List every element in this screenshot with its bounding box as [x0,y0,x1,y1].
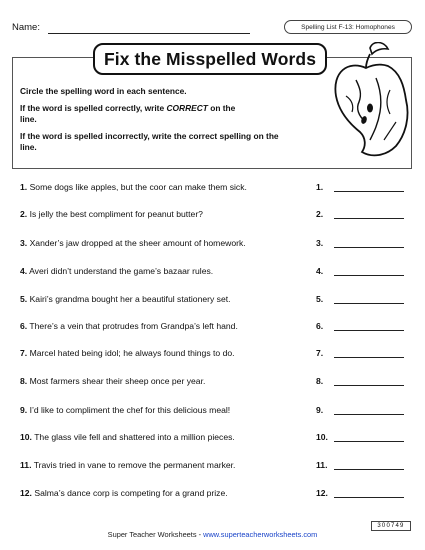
footer-brand: Super Teacher Worksheets - [107,530,204,539]
instruction-correct [20,103,250,124]
question-text: Salma’s dance corp is competing for a grand prize. [34,488,228,498]
answer-number: 9. [316,405,324,415]
answer-line[interactable] [334,441,404,442]
question-text: Is jelly the best compliment for peanut butter? [29,209,203,219]
question-row [20,376,415,390]
footer-link[interactable]: www.superteacherworksheets.com [203,530,318,539]
question-row [20,238,415,252]
question-number: 4. [20,266,28,276]
answer-line[interactable] [334,218,404,219]
answer-line[interactable] [334,414,404,415]
question-number: 1. [20,182,28,192]
question-text: Kairi’s grandma bought her a beautiful stationery set. [29,294,231,304]
question-row [20,266,415,280]
question-text: Xander’s jaw dropped at the sheer amount of homework. [29,238,246,248]
question-number: 5. [20,294,28,304]
worksheet-code: 300749 [371,521,411,531]
question-number: 2. [20,209,28,219]
question-text: The glass vile fell and shattered into a million pieces. [34,432,235,442]
answer-number: 2. [316,209,324,219]
series-badge: Spelling List F-13: Homophones [284,20,412,34]
question-row [20,405,415,419]
question-row [20,182,415,196]
instruction-correct-em: CORRECT [166,103,208,113]
question-text: Averi didn’t understand the game’s bazaar rules. [29,266,214,276]
question-text: Travis tried in vane to remove the permanent marker. [33,460,236,470]
apple-core-icon [326,42,412,164]
question-text: There’s a vein that protrudes from Grandpa’s left hand. [29,321,238,331]
name-line[interactable] [48,33,250,34]
question-row [20,294,415,308]
question-number: 6. [20,321,28,331]
question-number: 3. [20,238,28,248]
question-row [20,460,415,474]
question-number: 8. [20,376,28,386]
answer-number: 10. [316,432,328,442]
question-row [20,321,415,335]
footer [0,530,425,539]
answer-number: 7. [316,348,324,358]
question-text: Marcel hated being idol; he always found things to do. [29,348,235,358]
name-label: Name: [12,22,40,33]
answer-number: 8. [316,376,324,386]
answer-line[interactable] [334,303,404,304]
question-row [20,348,415,362]
page-title: Fix the Misspelled Words [93,43,327,75]
question-number: 11. [20,460,32,470]
answer-line[interactable] [334,469,404,470]
answer-number: 1. [316,182,324,192]
answer-line[interactable] [334,357,404,358]
answer-number: 3. [316,238,324,248]
answer-number: 4. [316,266,324,276]
answer-number: 11. [316,460,328,470]
answer-line[interactable] [334,385,404,386]
instruction-incorrect: If the word is spelled incorrectly, write the correct spelling on the line. [20,131,279,152]
question-text: Most farmers shear their sheep once per year. [29,376,206,386]
instruction-correct-before: If the word is spelled correctly, write [20,103,167,113]
question-text: Some dogs like apples, but the coor can make them sick. [29,182,247,192]
question-number: 9. [20,405,28,415]
question-row [20,488,415,502]
answer-line[interactable] [334,497,404,498]
answer-number: 6. [316,321,324,331]
question-row [20,209,415,223]
instruction-correct-after: on the line. [20,103,236,124]
instruction-circle: Circle the spelling word in each sentence. [20,86,187,96]
question-number: 12. [20,488,32,498]
answer-line[interactable] [334,330,404,331]
question-number: 10. [20,432,32,442]
question-row [20,432,415,446]
answer-line[interactable] [334,275,404,276]
answer-number: 5. [316,294,324,304]
answer-line[interactable] [334,191,404,192]
question-number: 7. [20,348,28,358]
answer-line[interactable] [334,247,404,248]
question-text: I’d like to compliment the chef for this delicious meal! [29,405,231,415]
answer-number: 12. [316,488,328,498]
